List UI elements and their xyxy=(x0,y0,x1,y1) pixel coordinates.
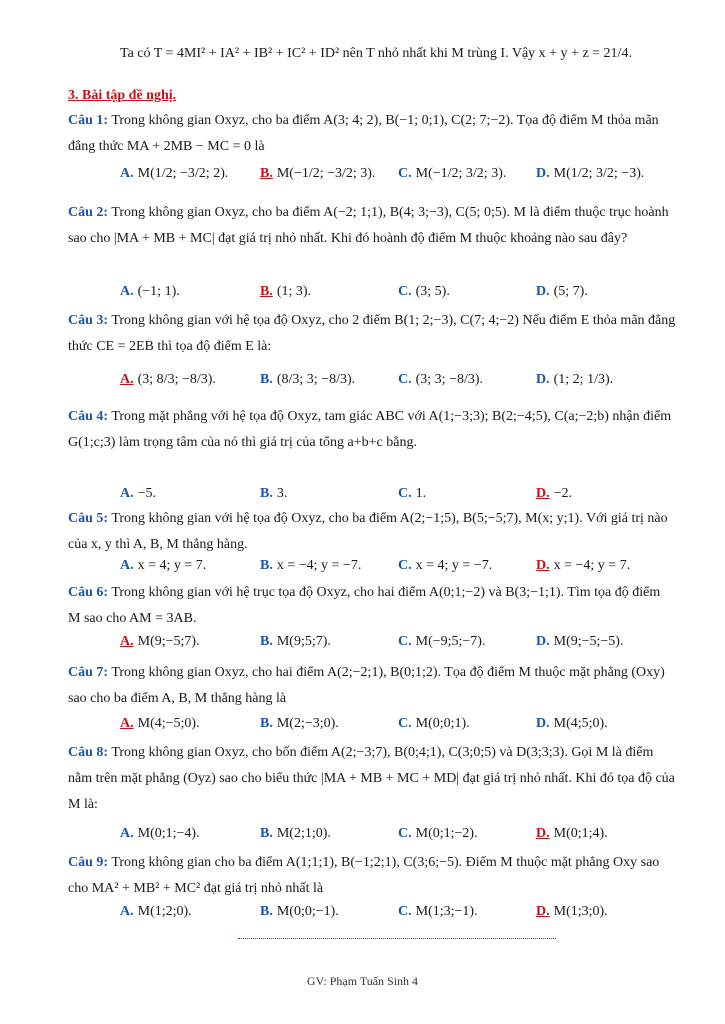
option-letter: B. xyxy=(260,486,273,501)
option-text: M(2;1;0). xyxy=(276,826,331,841)
option-text: M(0;0;1). xyxy=(415,716,470,731)
option-text: M(1;3;0). xyxy=(553,904,608,919)
option-letter: A. xyxy=(120,372,134,387)
option-d xyxy=(536,486,572,502)
option-a xyxy=(120,716,200,732)
option-a xyxy=(120,904,192,920)
question-stem: Trong không gian Oxyz, cho ba điểm A(3; 4; 2), B(−1; 0;1), C(2; 7;−2). Tọa độ điểm M thỏa mãn đẳng thức MA + 2MB − MC = 0 là xyxy=(68,113,659,154)
option-text: (8/3; 3; −8/3). xyxy=(276,372,356,387)
option-text: M(4;5;0). xyxy=(553,716,608,731)
option-text: M(2;−3;0). xyxy=(276,716,339,731)
option-text: M(−9;5;−7). xyxy=(415,634,486,649)
options-q9 xyxy=(120,904,680,928)
option-text: −2. xyxy=(553,486,573,501)
option-text: (1; 2; 1/3). xyxy=(553,372,614,387)
option-text: M(0;1;−2). xyxy=(415,826,478,841)
option-c xyxy=(398,166,506,182)
question-label: Câu 8: xyxy=(68,745,109,760)
option-b xyxy=(260,904,339,920)
options-q6 xyxy=(120,634,680,658)
dotted-divider xyxy=(238,938,556,939)
options-q1 xyxy=(120,166,680,190)
question-7 xyxy=(68,660,676,712)
option-c xyxy=(398,904,478,920)
option-letter: B. xyxy=(260,284,273,299)
option-d xyxy=(536,716,608,732)
option-a xyxy=(120,486,156,502)
option-letter: C. xyxy=(398,558,412,573)
option-c xyxy=(398,372,483,388)
option-a xyxy=(120,166,228,182)
option-text: M(−1/2; −3/2; 3). xyxy=(276,166,376,181)
option-c xyxy=(398,558,492,574)
option-letter: D. xyxy=(536,826,550,841)
options-q8 xyxy=(120,826,680,850)
option-d xyxy=(536,826,608,842)
question-stem: Trong không gian cho ba điểm A(1;1;1), B(−1;2;1), C(3;6;−5). Điểm M thuộc mặt phẳng Oxy sao cho MA² + MB² + MC² đạt giá trị nhỏ nhất là xyxy=(68,855,660,896)
question-label: Câu 7: xyxy=(68,665,109,680)
option-text: M(1;2;0). xyxy=(137,904,192,919)
question-label: Câu 5: xyxy=(68,511,109,526)
options-q3 xyxy=(120,372,680,396)
option-letter: D. xyxy=(536,284,550,299)
question-4 xyxy=(68,404,676,456)
option-text: M(0;1;4). xyxy=(553,826,608,841)
option-a xyxy=(120,826,200,842)
option-letter: A. xyxy=(120,904,134,919)
option-text: (3; 3; −8/3). xyxy=(415,372,484,387)
option-d xyxy=(536,904,608,920)
question-9 xyxy=(68,850,676,902)
option-text: (3; 8/3; −8/3). xyxy=(137,372,216,387)
option-a xyxy=(120,634,200,650)
option-letter: B. xyxy=(260,558,273,573)
option-text: −5. xyxy=(137,486,157,501)
option-letter: A. xyxy=(120,634,134,649)
option-text: x = 4; y = 7. xyxy=(137,558,207,573)
option-c xyxy=(398,486,426,502)
option-letter: C. xyxy=(398,634,412,649)
question-label: Câu 1: xyxy=(68,113,109,128)
question-1 xyxy=(68,108,676,160)
option-letter: D. xyxy=(536,558,550,573)
question-label: Câu 6: xyxy=(68,585,109,600)
option-text: M(−1/2; 3/2; 3). xyxy=(415,166,507,181)
option-b xyxy=(260,716,339,732)
option-b xyxy=(260,372,355,388)
option-text: (3; 5). xyxy=(415,284,450,299)
option-text: M(1/2; −3/2; 2). xyxy=(137,166,229,181)
option-letter: C. xyxy=(398,716,412,731)
option-c xyxy=(398,634,485,650)
option-letter: D. xyxy=(536,904,550,919)
question-stem: Trong không gian với hệ tọa độ Oxyz, cho ba điểm A(2;−1;5), B(5;−5;7), M(x; y;1). Với giá trị nào của x, y thì A, B, M thẳng hàng. xyxy=(68,511,668,552)
option-d xyxy=(536,558,630,574)
option-d xyxy=(536,372,613,388)
option-text: M(4;−5;0). xyxy=(137,716,200,731)
question-stem: Trong mặt phẳng với hệ tọa độ Oxyz, tam giác ABC với A(1;−3;3); B(2;−4;5), C(a;−2;b) nhận điểm G(1;c;3) làm trọng tâm của nó thì giá trị của tổng a+b+c bằng. xyxy=(68,409,672,450)
option-text: (−1; 1). xyxy=(137,284,180,299)
option-text: M(9;−5;−5). xyxy=(553,634,624,649)
option-b xyxy=(260,486,287,502)
options-q7 xyxy=(120,716,680,740)
option-letter: D. xyxy=(536,372,550,387)
option-letter: B. xyxy=(260,166,273,181)
option-letter: C. xyxy=(398,904,412,919)
option-letter: A. xyxy=(120,558,134,573)
options-q5 xyxy=(120,558,680,582)
option-text: x = −4; y = 7. xyxy=(553,558,631,573)
option-d xyxy=(536,166,644,182)
option-d xyxy=(536,284,588,300)
option-text: x = −4; y = −7. xyxy=(276,558,362,573)
question-stem: Trong không gian với hệ trục tọa độ Oxyz, cho hai điểm A(0;1;−2) và B(3;−1;1). Tìm tọa độ điểm M sao cho AM = 3AB. xyxy=(68,585,661,626)
option-a xyxy=(120,284,180,300)
option-letter: D. xyxy=(536,716,550,731)
question-6 xyxy=(68,580,676,632)
question-label: Câu 9: xyxy=(68,855,109,870)
option-c xyxy=(398,284,450,300)
option-letter: D. xyxy=(536,634,550,649)
question-label: Câu 3: xyxy=(68,313,109,328)
question-stem: Trong không gian Oxyz, cho hai điểm A(2;−2;1), B(0;1;2). Tọa độ điểm M thuộc mặt phẳng (Oxy) sao cho ba điểm A, B, M thẳng hàng là xyxy=(68,665,665,706)
question-stem: Trong không gian Oxyz, cho ba điểm A(−2; 1;1), B(4; 3;−3), C(5; 0;5). M là điểm thuộc trục hoành sao cho |MA + MB + MC| đạt giá trị nhỏ nhất. Khi đó hoành độ điểm M thuộc khoảng nào sau đây? xyxy=(68,205,669,246)
option-b xyxy=(260,558,361,574)
option-letter: B. xyxy=(260,634,273,649)
option-text: M(0;1;−4). xyxy=(137,826,200,841)
option-c xyxy=(398,826,478,842)
question-label: Câu 4: xyxy=(68,409,109,424)
option-text: M(1;3;−1). xyxy=(415,904,478,919)
option-letter: C. xyxy=(398,372,412,387)
question-8 xyxy=(68,740,676,818)
option-letter: C. xyxy=(398,284,412,299)
option-a xyxy=(120,372,216,388)
option-letter: B. xyxy=(260,716,273,731)
option-text: 3. xyxy=(276,486,288,501)
question-5 xyxy=(68,506,676,558)
option-text: M(9;5;7). xyxy=(276,634,331,649)
option-text: 1. xyxy=(415,486,427,501)
option-text: (1; 3). xyxy=(276,284,312,299)
question-stem: Trong không gian với hệ tọa độ Oxyz, cho 2 điểm B(1; 2;−3), C(7; 4;−2) Nếu điểm E thỏa mãn đẳng thức CE = 2EB thì tọa độ điểm E là: xyxy=(68,313,676,354)
option-text: M(0;0;−1). xyxy=(276,904,339,919)
options-q2 xyxy=(120,284,680,308)
option-letter: B. xyxy=(260,826,273,841)
option-b xyxy=(260,634,331,650)
option-letter: A. xyxy=(120,284,134,299)
option-a xyxy=(120,558,206,574)
page-footer: GV: Phạm Tuấn Sinh 4 xyxy=(306,974,419,988)
option-letter: A. xyxy=(120,716,134,731)
question-label: Câu 2: xyxy=(68,205,109,220)
question-2 xyxy=(68,200,676,252)
option-letter: A. xyxy=(120,826,134,841)
option-b xyxy=(260,826,331,842)
question-3 xyxy=(68,308,676,360)
intro-paragraph: Ta có T = 4MI² + IA² + IB² + IC² + ID² nên T nhỏ nhất khi M trùng I. Vậy x + y + z = 21/4. xyxy=(120,46,632,61)
option-letter: B. xyxy=(260,904,273,919)
option-b xyxy=(260,166,375,182)
option-letter: C. xyxy=(398,826,412,841)
option-c xyxy=(398,716,470,732)
option-letter: D. xyxy=(536,486,550,501)
option-letter: C. xyxy=(398,166,412,181)
option-letter: D. xyxy=(536,166,550,181)
option-letter: B. xyxy=(260,372,273,387)
option-b xyxy=(260,284,311,300)
option-d xyxy=(536,634,623,650)
option-text: M(1/2; 3/2; −3). xyxy=(553,166,645,181)
section-title: 3. Bài tập đề nghị. xyxy=(68,88,177,103)
option-text: (5; 7). xyxy=(553,284,588,299)
option-letter: A. xyxy=(120,166,134,181)
option-letter: A. xyxy=(120,486,134,501)
option-text: M(9;−5;7). xyxy=(137,634,200,649)
option-letter: C. xyxy=(398,486,412,501)
question-stem: Trong không gian Oxyz, cho bốn điểm A(2;−3;7), B(0;4;1), C(3;0;5) và D(3;3;3). Gọi M là điểm nằm trên mặt phẳng (Oyz) sao cho biểu thức |MA + MB + MC + MD| đạt giá trị nhỏ nhất. Khi đó tọa độ của M là: xyxy=(68,745,675,812)
option-text: x = 4; y = −7. xyxy=(415,558,493,573)
